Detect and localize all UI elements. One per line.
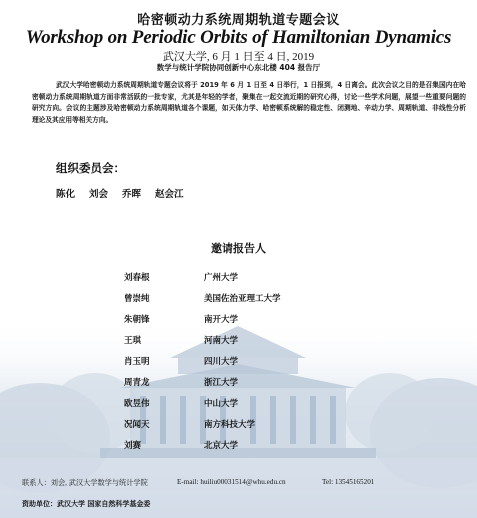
speaker-name: 周青龙 <box>124 377 150 388</box>
title-english: Workshop on Periodic Orbits of Hamiltonian Dynamics <box>25 27 452 48</box>
organizing-committee-heading: 组织委员会： <box>56 161 125 175</box>
speaker-institution: 南方科技大学 <box>204 419 256 430</box>
speaker-name: 朱朝锋 <box>124 314 150 325</box>
speaker-name: 欧昱伟 <box>124 398 150 409</box>
invited-speakers-list <box>124 266 364 455</box>
speaker-institution: 美国佐治亚理工大学 <box>204 293 281 304</box>
speaker-name: 刘赛 <box>124 440 142 451</box>
organizer-name: 陈化 <box>56 189 76 200</box>
organizer-name: 赵会江 <box>155 189 184 200</box>
speaker-name: 况闻天 <box>124 419 150 430</box>
venue-line: 数学与统计学院协同创新中心东北楼 404 报告厅 <box>156 63 321 72</box>
title-chinese: 哈密顿动力系统周期轨道专题会议 <box>137 13 340 28</box>
contact-line <box>22 478 472 488</box>
speaker-row <box>124 266 364 287</box>
speaker-name: 肖玉明 <box>124 356 150 367</box>
speaker-row <box>124 287 364 308</box>
sponsor-line: 资助单位：武汉大学 国家自然科学基金委 <box>22 500 151 508</box>
speaker-row <box>124 413 364 434</box>
speaker-row <box>124 329 364 350</box>
contact-phone: Tel: 13545165201 <box>322 478 375 486</box>
speaker-institution: 广州大学 <box>204 272 239 283</box>
contact-person: 联系人：刘会, 武汉大学数学与统计学院 <box>22 479 148 487</box>
invited-speakers-heading: 邀请报告人 <box>211 242 266 255</box>
speaker-institution: 北京大学 <box>204 440 239 451</box>
speaker-row <box>124 392 364 413</box>
intro-paragraph: 武汉大学哈密顿动力系统周期轨道专题会议将于 2019 年 6 月 1 日至 4 日举行，1 日报到，4 日离会。此次会议之目的是召集国内在哈密顿动力系统周期轨道方面非常活跃的一批专家，尤其是年轻的学者，聚集在一起交流近期的研究心得，讨论一些学术问题，展望一些重要问题的研究方向。会议的主题涉及哈密顿动力系统周期轨道各个课题，如天体力学、哈密顿系统解的稳定性、闭测地、辛动力学、周期轨道、非线性分析理论及其应用等相关方向。 <box>32 81 466 124</box>
speaker-row <box>124 308 364 329</box>
speaker-name: 刘春根 <box>124 272 150 283</box>
speaker-institution: 浙江大学 <box>204 377 239 388</box>
speaker-institution: 中山大学 <box>204 398 239 409</box>
speaker-row <box>124 350 364 371</box>
speaker-institution: 南开大学 <box>204 314 239 325</box>
date-location: 武汉大学, 6 月 1 日至 4 日, 2019 <box>162 51 315 63</box>
organizing-committee-names <box>56 186 316 200</box>
contact-email: E-mail: huiliu00031514@whu.edu.cn <box>177 478 286 486</box>
speaker-row <box>124 434 364 455</box>
speaker-name: 王琪 <box>124 335 142 346</box>
organizer-name: 乔晖 <box>122 189 142 200</box>
speaker-institution: 河南大学 <box>204 335 239 346</box>
speaker-row <box>124 371 364 392</box>
speaker-institution: 四川大学 <box>204 356 239 367</box>
speaker-name: 曾崇纯 <box>124 293 150 304</box>
organizer-name: 刘会 <box>89 189 109 200</box>
